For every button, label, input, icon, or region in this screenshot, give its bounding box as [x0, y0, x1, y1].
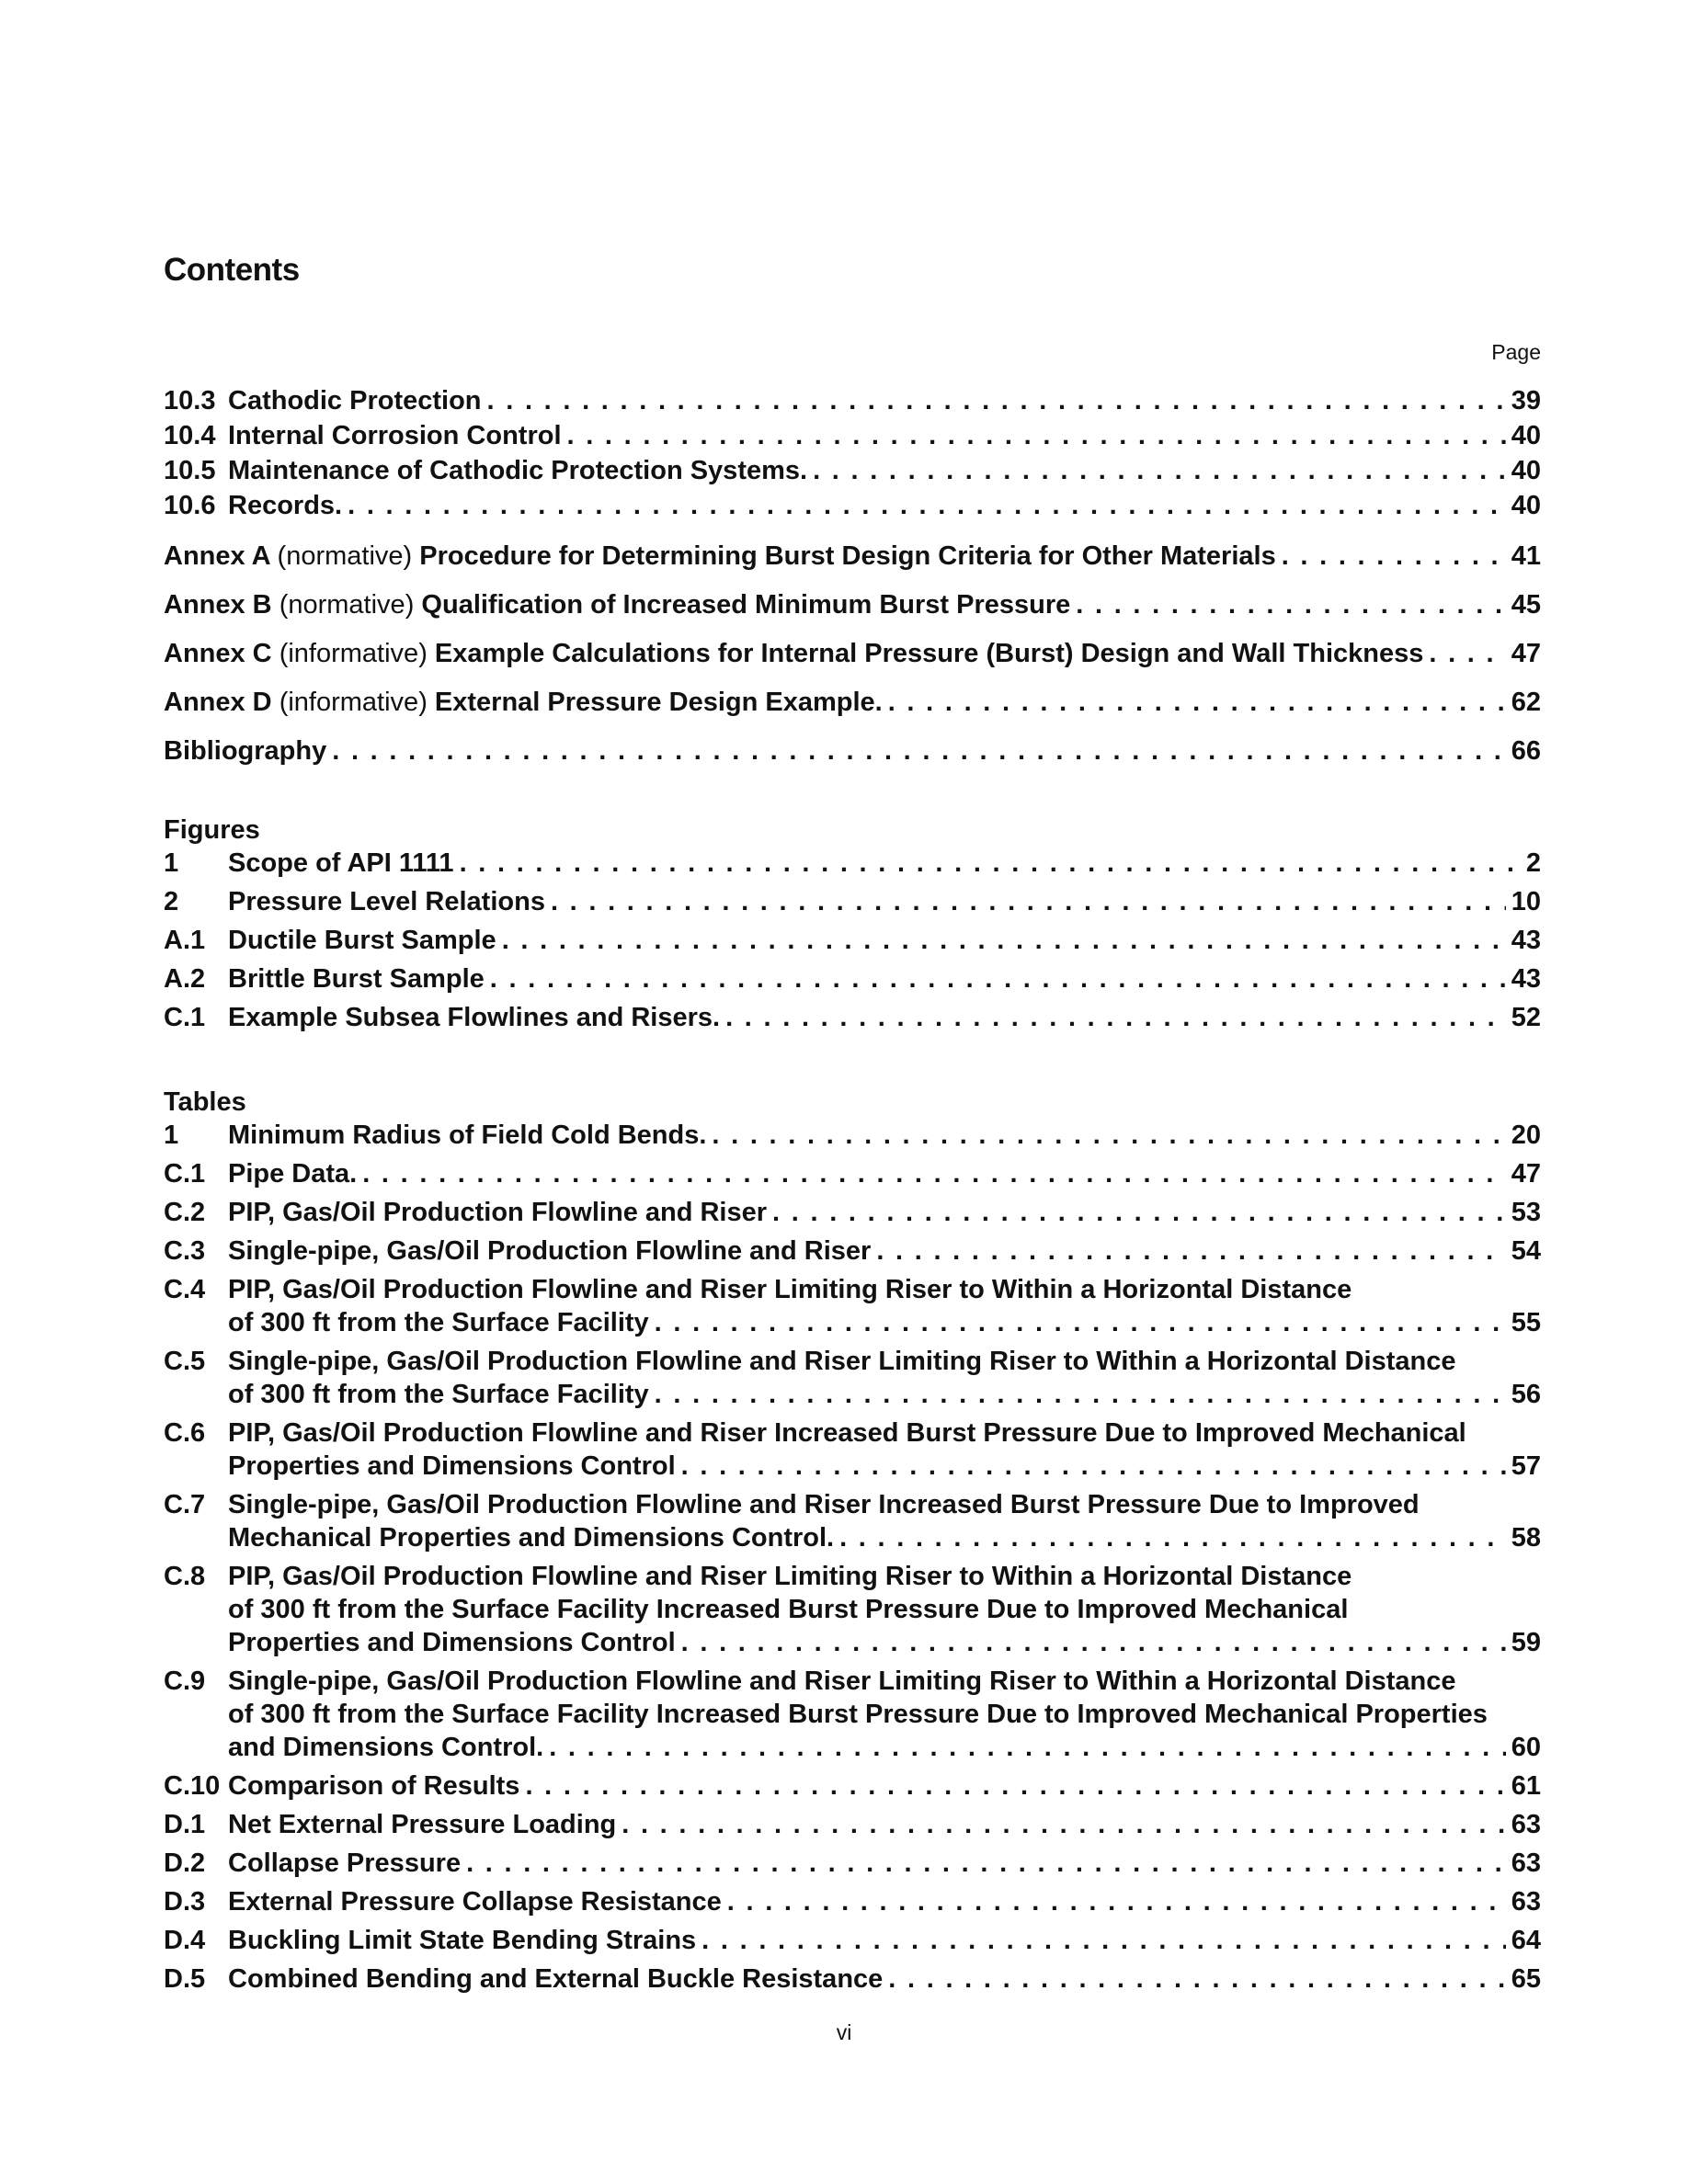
- table-entry[interactable]: [164, 1345, 1541, 1411]
- table-title: Combined Bending and External Buckle Resistance: [228, 1964, 884, 1994]
- annex-title: External Pressure Design Example.: [434, 688, 883, 717]
- table-entry[interactable]: [164, 1488, 1541, 1554]
- page-number-ref: 55: [1511, 1308, 1541, 1337]
- page-number-ref: 20: [1511, 1120, 1541, 1150]
- entry-body: [228, 1488, 1541, 1554]
- toc-entry[interactable]: [164, 454, 1541, 487]
- page-number-ref: 56: [1511, 1380, 1541, 1409]
- dot-leader: [502, 924, 1506, 957]
- table-title: PIP, Gas/Oil Production Flowline and Riser: [228, 1198, 768, 1227]
- table-title-line: PIP, Gas/Oil Production Flowline and Riser Limiting Riser to Within a Horizontal Distance: [228, 1562, 1352, 1591]
- page-number-ref: 47: [1511, 1159, 1541, 1189]
- annex-title: Example Calculations for Internal Pressure (Burst) Design and Wall Thickness: [434, 639, 1424, 668]
- page-number-ref: 40: [1511, 456, 1541, 485]
- page-number-ref: 43: [1511, 964, 1541, 994]
- page-number-ref: 52: [1511, 1003, 1541, 1032]
- table-title-line: of 300 ft from the Surface Facility: [228, 1308, 649, 1337]
- dot-leader: [655, 1306, 1506, 1339]
- table-title-last-line: [228, 1450, 1541, 1483]
- dot-leader: [460, 847, 1521, 880]
- page-title: Contents: [164, 252, 300, 288]
- entry-body: [228, 1808, 1511, 1841]
- figures-list: [164, 847, 1541, 1034]
- figure-number: A.2: [164, 964, 206, 994]
- page-number-ref: 53: [1511, 1198, 1541, 1227]
- table-title-last-line: [228, 1626, 1541, 1659]
- table-entry[interactable]: [164, 1924, 1541, 1957]
- dot-leader: [888, 686, 1506, 719]
- table-number: C.5: [164, 1347, 206, 1376]
- table-title: Minimum Radius of Field Cold Bends.: [228, 1120, 707, 1150]
- table-title-line: PIP, Gas/Oil Production Flowline and Riser Limiting Riser to Within a Horizontal Distance: [228, 1275, 1352, 1304]
- entry-body: [228, 419, 1511, 452]
- dot-leader: [725, 1001, 1506, 1034]
- table-number: D.4: [164, 1926, 206, 1955]
- entry-body: [228, 1119, 1511, 1152]
- figure-title: Ductile Burst Sample: [228, 926, 496, 955]
- annex-title-line: [164, 686, 883, 719]
- dot-leader: [727, 1885, 1506, 1918]
- dot-leader: [525, 1769, 1505, 1803]
- figure-entry[interactable]: [164, 962, 1541, 995]
- page-number-ref: 61: [1511, 1771, 1541, 1801]
- entry-body: [228, 1196, 1511, 1229]
- entry-body: [164, 540, 1511, 573]
- figures-heading: Figures: [164, 815, 260, 845]
- dot-leader: [567, 419, 1506, 452]
- main-entries: [164, 384, 1541, 522]
- entry-body: [228, 1001, 1511, 1034]
- table-entry[interactable]: [164, 1885, 1541, 1918]
- table-number: C.2: [164, 1198, 206, 1227]
- annex-kind: (normative): [277, 541, 413, 571]
- figure-entry[interactable]: [164, 924, 1541, 957]
- entry-body: [228, 1885, 1511, 1918]
- table-number: D.1: [164, 1810, 206, 1839]
- annex-entry[interactable]: [164, 686, 1541, 719]
- table-entry[interactable]: [164, 1560, 1541, 1659]
- table-entry[interactable]: [164, 1234, 1541, 1268]
- figure-entry[interactable]: [164, 885, 1541, 918]
- entry-body: [228, 1157, 1511, 1190]
- table-title: External Pressure Collapse Resistance: [228, 1887, 722, 1917]
- dot-leader: [487, 384, 1506, 417]
- annex-entries: [164, 524, 1541, 719]
- entry-body: [164, 686, 1511, 719]
- table-number: C.9: [164, 1666, 206, 1696]
- bibliography-entry: [164, 719, 1541, 768]
- table-entry[interactable]: [164, 1665, 1541, 1764]
- table-title: Pipe Data.: [228, 1159, 358, 1189]
- section-title: Cathodic Protection: [228, 386, 482, 415]
- entry-body: [228, 1962, 1511, 1996]
- dot-leader: [622, 1808, 1505, 1841]
- entry-body: [228, 1234, 1511, 1268]
- page-column-label: Page: [1491, 340, 1541, 364]
- figure-number: 2: [164, 887, 179, 916]
- table-title: Collapse Pressure: [228, 1848, 462, 1878]
- table-number: C.1: [164, 1159, 206, 1189]
- table-title-line: Single-pipe, Gas/Oil Production Flowline and Riser Limiting Riser to Within a Horizontal Distance: [228, 1347, 1456, 1376]
- annex-title-line: [164, 637, 1423, 670]
- table-number: C.7: [164, 1490, 206, 1519]
- table-title-last-line: [228, 1521, 1541, 1554]
- dot-leader: [332, 734, 1506, 768]
- dot-leader: [1076, 588, 1505, 621]
- dot-leader: [655, 1378, 1506, 1411]
- section-title: Internal Corrosion Control: [228, 421, 562, 450]
- table-title-last-line: [228, 1306, 1541, 1339]
- annex-entry[interactable]: [164, 588, 1541, 621]
- dot-leader: [681, 1450, 1506, 1483]
- entry-body: [228, 1560, 1541, 1659]
- section-title: Records.: [228, 491, 343, 520]
- annex-kind: (informative): [279, 688, 428, 717]
- dot-leader: [888, 1962, 1505, 1996]
- entry-body: [228, 924, 1511, 957]
- table-title-line: Single-pipe, Gas/Oil Production Flowline and Riser Limiting Riser to Within a Horizontal Distance: [228, 1666, 1456, 1696]
- section-number: 10.5: [164, 456, 216, 485]
- table-of-contents: [164, 384, 1541, 2001]
- figure-number: C.1: [164, 1003, 206, 1032]
- table-entry[interactable]: [164, 1196, 1541, 1229]
- page-number: vi: [836, 2020, 852, 2044]
- entry-body: [228, 962, 1511, 995]
- figure-entry[interactable]: [164, 1001, 1541, 1034]
- page-number-ref: 39: [1511, 386, 1541, 415]
- figure-title: Scope of API 1111: [228, 848, 454, 878]
- page-number-ref: 63: [1511, 1887, 1541, 1917]
- table-number: C.4: [164, 1275, 206, 1304]
- entry-body: [228, 1416, 1541, 1483]
- figure-title: Brittle Burst Sample: [228, 964, 485, 994]
- table-entry[interactable]: [164, 1808, 1541, 1841]
- page-number-ref: 47: [1511, 639, 1541, 668]
- page-number-ref: 10: [1511, 887, 1541, 916]
- annex-kind: (normative): [279, 590, 415, 620]
- table-number: C.3: [164, 1236, 206, 1266]
- page-number-ref: 2: [1525, 848, 1541, 878]
- page-number-ref: 63: [1511, 1810, 1541, 1839]
- page-number-ref: 40: [1511, 421, 1541, 450]
- dot-leader: [876, 1234, 1505, 1268]
- table-title-line: PIP, Gas/Oil Production Flowline and Riser Increased Burst Pressure Due to Improved Mechanical: [228, 1418, 1466, 1448]
- table-title-last-line: [228, 1378, 1541, 1411]
- annex-title-line: [164, 540, 1276, 573]
- entry-body: [228, 454, 1511, 487]
- page-number-ref: 64: [1511, 1926, 1541, 1955]
- entry-body: [228, 1273, 1541, 1339]
- dot-leader: [551, 885, 1506, 918]
- page-number-ref: 40: [1511, 491, 1541, 520]
- dot-leader: [466, 1847, 1506, 1880]
- table-entry[interactable]: [164, 1119, 1541, 1152]
- page-number-ref: 58: [1511, 1523, 1541, 1553]
- page-number-ref: 65: [1511, 1964, 1541, 1994]
- figure-entry[interactable]: [164, 847, 1541, 880]
- table-entry[interactable]: [164, 1273, 1541, 1339]
- page-number-ref: 59: [1511, 1628, 1541, 1657]
- entry-body: [228, 1924, 1511, 1957]
- dot-leader: [681, 1626, 1506, 1659]
- tables-heading: Tables: [164, 1087, 246, 1117]
- table-title-line: Mechanical Properties and Dimensions Control.: [228, 1523, 835, 1553]
- dot-leader: [712, 1119, 1505, 1152]
- table-title: Buckling Limit State Bending Strains: [228, 1926, 697, 1955]
- dot-leader: [813, 454, 1506, 487]
- entry-body: [164, 588, 1511, 621]
- table-number: 1: [164, 1120, 179, 1150]
- table-number: C.10: [164, 1771, 221, 1801]
- page-number-ref: 63: [1511, 1848, 1541, 1878]
- table-title-line: of 300 ft from the Surface Facility Increased Burst Pressure Due to Improved Mechanical: [228, 1595, 1349, 1624]
- annex-label: Annex A: [164, 541, 270, 571]
- figure-title: Example Subsea Flowlines and Risers.: [228, 1003, 721, 1032]
- toc-entry[interactable]: [164, 489, 1541, 522]
- annex-entry[interactable]: [164, 540, 1541, 573]
- bibliography-title: Bibliography: [164, 736, 327, 766]
- table-title-last-line: [228, 1731, 1541, 1764]
- entry-body: [228, 885, 1511, 918]
- table-title: Comparison of Results: [228, 1771, 520, 1801]
- dot-leader: [490, 962, 1506, 995]
- figure-number: 1: [164, 848, 179, 878]
- dot-leader: [362, 1157, 1506, 1190]
- annex-title: Qualification of Increased Minimum Burst Pressure: [421, 590, 1071, 620]
- table-entry[interactable]: [164, 1769, 1541, 1803]
- page-number-ref: 66: [1511, 736, 1541, 766]
- bibliography-row[interactable]: [164, 734, 1541, 768]
- section-title: Maintenance of Cathodic Protection Systems.: [228, 456, 808, 485]
- entry-body: [228, 1345, 1541, 1411]
- table-entry[interactable]: [164, 1157, 1541, 1190]
- figure-title: Pressure Level Relations: [228, 887, 545, 916]
- table-number: D.3: [164, 1887, 206, 1917]
- section-number: 10.6: [164, 491, 216, 520]
- annex-title-line: [164, 588, 1070, 621]
- table-number: D.5: [164, 1964, 206, 1994]
- table-title-line: of 300 ft from the Surface Facility: [228, 1380, 649, 1409]
- table-title-line: Properties and Dimensions Control: [228, 1628, 676, 1657]
- toc-entry[interactable]: [164, 419, 1541, 452]
- figure-number: A.1: [164, 926, 206, 955]
- dot-leader: [701, 1924, 1506, 1957]
- entry-body: [228, 1665, 1541, 1764]
- page-number-ref: 57: [1511, 1451, 1541, 1481]
- entry-body: [164, 637, 1511, 670]
- annex-label: Annex C: [164, 639, 272, 668]
- entry-body: [228, 847, 1526, 880]
- dot-leader: [549, 1731, 1506, 1764]
- dot-leader: [772, 1196, 1506, 1229]
- entry-body: [228, 489, 1511, 522]
- tables-list: [164, 1119, 1541, 1996]
- page-number-ref: 43: [1511, 926, 1541, 955]
- table-number: C.8: [164, 1562, 206, 1591]
- table-title: Single-pipe, Gas/Oil Production Flowline and Riser: [228, 1236, 872, 1266]
- entry-body: [164, 734, 1511, 768]
- entry-body: [228, 1847, 1511, 1880]
- table-entry[interactable]: [164, 1416, 1541, 1483]
- annex-label: Annex B: [164, 590, 272, 620]
- table-entry[interactable]: [164, 1962, 1541, 1996]
- page-number-ref: 45: [1511, 590, 1541, 620]
- table-number: C.6: [164, 1418, 206, 1448]
- table-entry[interactable]: [164, 1847, 1541, 1880]
- section-number: 10.3: [164, 386, 216, 415]
- entry-body: [228, 1769, 1511, 1803]
- entry-body: [228, 384, 1511, 417]
- section-number: 10.4: [164, 421, 216, 450]
- table-title-line: Single-pipe, Gas/Oil Production Flowline and Riser Increased Burst Pressure Due to Improved: [228, 1490, 1420, 1519]
- annex-title: Procedure for Determining Burst Design Criteria for Other Materials: [419, 541, 1276, 571]
- page-number-ref: 60: [1511, 1733, 1541, 1762]
- dot-leader: [1282, 540, 1506, 573]
- table-title: Net External Pressure Loading: [228, 1810, 617, 1839]
- annex-kind: (informative): [279, 639, 428, 668]
- dot-leader: [1429, 637, 1505, 670]
- page-number-ref: 41: [1511, 541, 1541, 571]
- table-title-line: Properties and Dimensions Control: [228, 1451, 676, 1481]
- table-title-line: and Dimensions Control.: [228, 1733, 544, 1762]
- dot-leader: [839, 1521, 1506, 1554]
- table-title-line: of 300 ft from the Surface Facility Increased Burst Pressure Due to Improved Mechanical Properties: [228, 1700, 1488, 1729]
- annex-entry[interactable]: [164, 637, 1541, 670]
- table-number: D.2: [164, 1848, 206, 1878]
- page-number-ref: 54: [1511, 1236, 1541, 1266]
- toc-entry[interactable]: [164, 384, 1541, 417]
- annex-label: Annex D: [164, 688, 272, 717]
- dot-leader: [348, 489, 1506, 522]
- page-number-ref: 62: [1511, 688, 1541, 717]
